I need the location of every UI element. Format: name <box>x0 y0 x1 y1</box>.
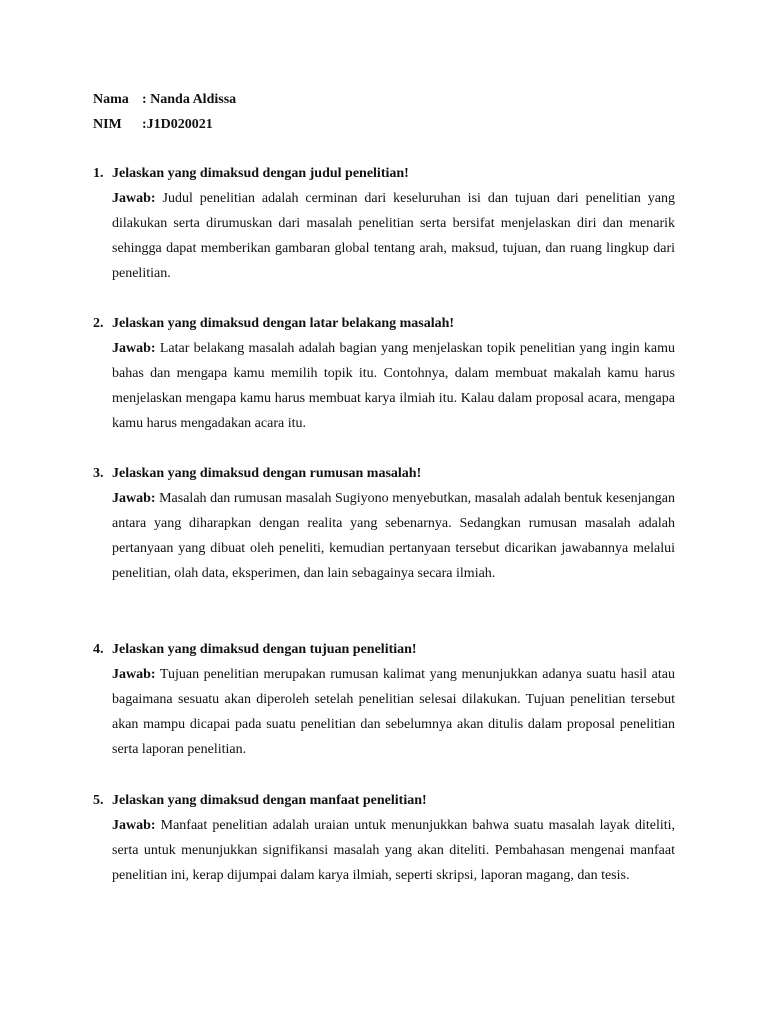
name-row <box>93 87 236 112</box>
answer-label: Jawab: <box>112 191 156 206</box>
question-item <box>93 461 675 586</box>
answer-paragraph <box>112 662 675 762</box>
question-number: 1. <box>93 166 104 181</box>
nim-value: :J1D020021 <box>142 117 213 132</box>
name-label: Nama <box>93 92 129 107</box>
question-text: Jelaskan yang dimaksud dengan manfaat penelitian! <box>112 793 427 808</box>
question-number: 5. <box>93 793 104 808</box>
answer-text: Manfaat penelitian adalah uraian untuk menunjukkan bahwa suatu masalah layak diteliti, serta untuk menunjukkan signifikansi masalah yang akan diteliti. Pembahasan mengenai manfaat penelitian ini, kerap dijumpai dalam karya ilmiah, seperti skripsi, laporan magang, dan tesis. <box>112 818 675 883</box>
student-info <box>93 87 236 137</box>
question-text: Jelaskan yang dimaksud dengan latar belakang masalah! <box>112 316 455 331</box>
answer-label: Jawab: <box>112 491 156 506</box>
question-item <box>93 161 675 286</box>
answer-paragraph <box>112 813 675 888</box>
question-item <box>93 637 675 762</box>
question-item <box>93 788 675 888</box>
answer-text: Latar belakang masalah adalah bagian yang menjelaskan topik penelitian yang ingin kamu bahas dan mengapa kamu memilih topik itu. Contohnya, dalam membuat makalah kamu harus menjelaskan mengapa kamu harus membuat karya ilmiah itu. Kalau dalam proposal acara, mengapa kamu harus mengadakan acara itu. <box>112 341 676 431</box>
question-title <box>93 788 675 813</box>
question-number: 2. <box>93 316 104 331</box>
question-item <box>93 311 675 436</box>
question-text: Jelaskan yang dimaksud dengan tujuan penelitian! <box>112 642 417 657</box>
question-text: Jelaskan yang dimaksud dengan rumusan masalah! <box>112 466 422 481</box>
question-title <box>93 637 675 662</box>
question-title <box>93 161 675 186</box>
answer-text: Masalah dan rumusan masalah Sugiyono menyebutkan, masalah adalah bentuk kesenjangan antara yang diharapkan dengan realita yang sebenarnya. Sedangkan rumusan masalah adalah pertanyaan yang dibuat oleh peneliti, kemudian pertanyaan tersebut dicarikan jawabannya melalui penelitian, olah data, eksperimen, dan lain sebagainya secara ilmiah. <box>112 491 675 581</box>
question-number: 3. <box>93 466 104 481</box>
name-value: : Nanda Aldissa <box>142 92 237 107</box>
question-title <box>93 461 675 486</box>
answer-label: Jawab: <box>112 667 156 682</box>
nim-row <box>93 112 236 137</box>
question-text: Jelaskan yang dimaksud dengan judul penelitian! <box>112 166 409 181</box>
answer-text: Tujuan penelitian merupakan rumusan kalimat yang menunjukkan adanya suatu hasil atau bagaimana sesuatu akan diperoleh setelah penelitian selesai dilakukan. Tujuan penelitian tersebut akan mampu dicapai pada suatu penelitian dan sebelumnya akan ditulis dalam proposal penelitian serta laporan penelitian. <box>112 667 675 757</box>
question-title <box>93 311 675 336</box>
question-number: 4. <box>93 642 104 657</box>
answer-label: Jawab: <box>112 818 156 833</box>
answer-paragraph <box>112 186 675 286</box>
answer-text: Judul penelitian adalah cerminan dari keseluruhan isi dan tujuan dari penelitian yang dilakukan serta dirumuskan dari masalah penelitian serta bersifat menjelaskan diri dan menarik sehingga dapat memberikan gambaran global tentang arah, maksud, tujuan, dan ruang lingkup dari penelitian. <box>112 191 675 281</box>
answer-label: Jawab: <box>112 341 156 356</box>
answer-paragraph <box>112 486 675 586</box>
answer-paragraph <box>112 336 675 436</box>
nim-label: NIM <box>93 117 122 132</box>
